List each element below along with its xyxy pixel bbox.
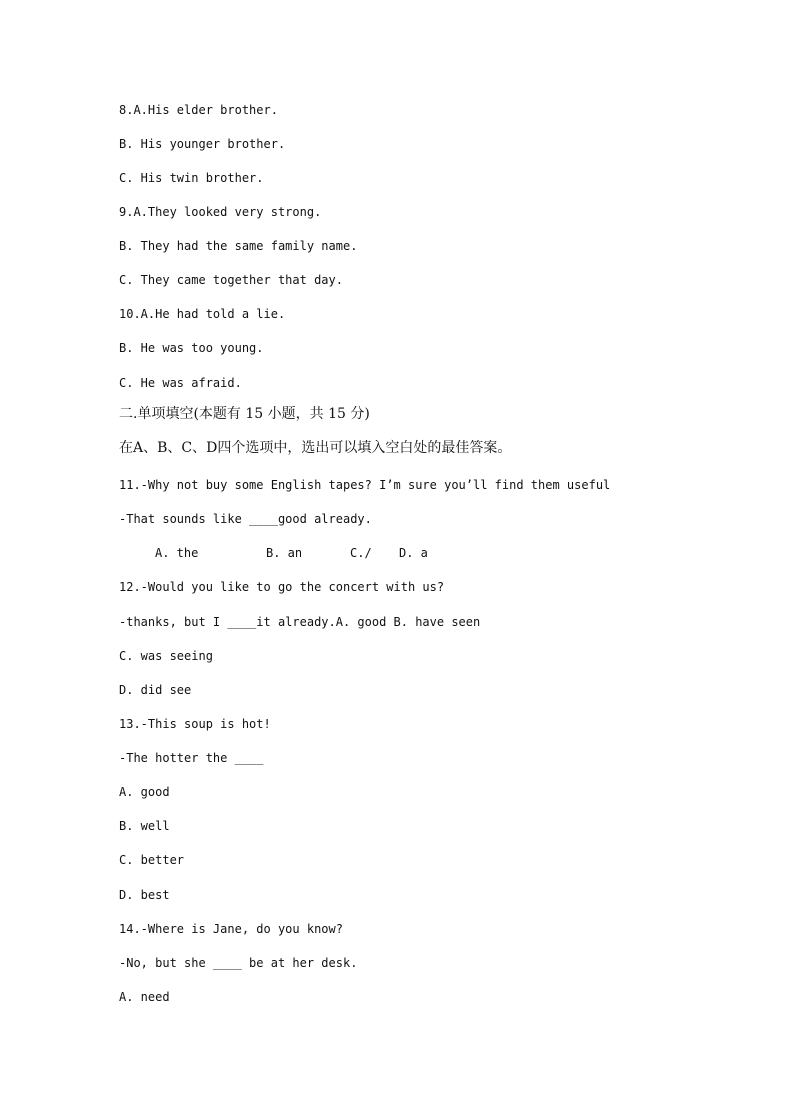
question-14-prompt: 14.-Where is Jane, do you know? (119, 922, 343, 936)
question-12-prompt: 12.-Would you like to go the concert with us? (119, 580, 445, 594)
question-9-option-a: 9.A.They looked very strong. (119, 205, 322, 219)
question-8-option-a: 8.A.His elder brother. (119, 103, 278, 117)
question-13-reply: -The hotter the ____ (119, 751, 264, 765)
question-13-prompt: 13.-This soup is hot! (119, 717, 271, 731)
question-8-option-b: B. His younger brother. (119, 137, 286, 151)
question-14-option-a: A. need (119, 990, 170, 1004)
question-13-option-d: D. best (119, 888, 170, 902)
question-13-option-a: A. good (119, 785, 170, 799)
question-12-option-c: C. was seeing (119, 649, 213, 663)
question-12-option-d: D. did see (119, 683, 192, 697)
question-14-reply: -No, but she ____ be at her desk. (119, 956, 358, 970)
question-11-option-a: A. the (155, 546, 199, 560)
question-11-option-d: D. a (399, 546, 428, 560)
question-13-option-b: B. well (119, 819, 170, 833)
question-8-option-c: C. His twin brother. (119, 171, 264, 185)
question-10-option-b: B. He was too young. (119, 341, 264, 355)
section-title: 二.单项填空(本题有 15 小题，共 15 分) (119, 406, 370, 422)
question-13-option-c: C. better (119, 853, 185, 867)
question-11-option-c: C./ (350, 546, 372, 560)
question-10-option-c: C. He was afraid. (119, 376, 242, 390)
question-11-reply: -That sounds like ____good already. (119, 512, 372, 526)
question-10-option-a: 10.A.He had told a lie. (119, 307, 286, 321)
question-9-option-b: B. They had the same family name. (119, 239, 358, 253)
section-instruction: 在A、B、C、D四个选项中，选出可以填入空白处的最佳答案。 (119, 440, 512, 456)
question-11-option-b: B. an (266, 546, 303, 560)
question-9-option-c: C. They came together that day. (119, 273, 343, 287)
question-12-reply: -thanks, but I ____it already.A. good B. have seen (119, 615, 481, 629)
question-11-prompt: 11.-Why not buy some English tapes? I’m sure you’ll find them useful (119, 478, 611, 492)
